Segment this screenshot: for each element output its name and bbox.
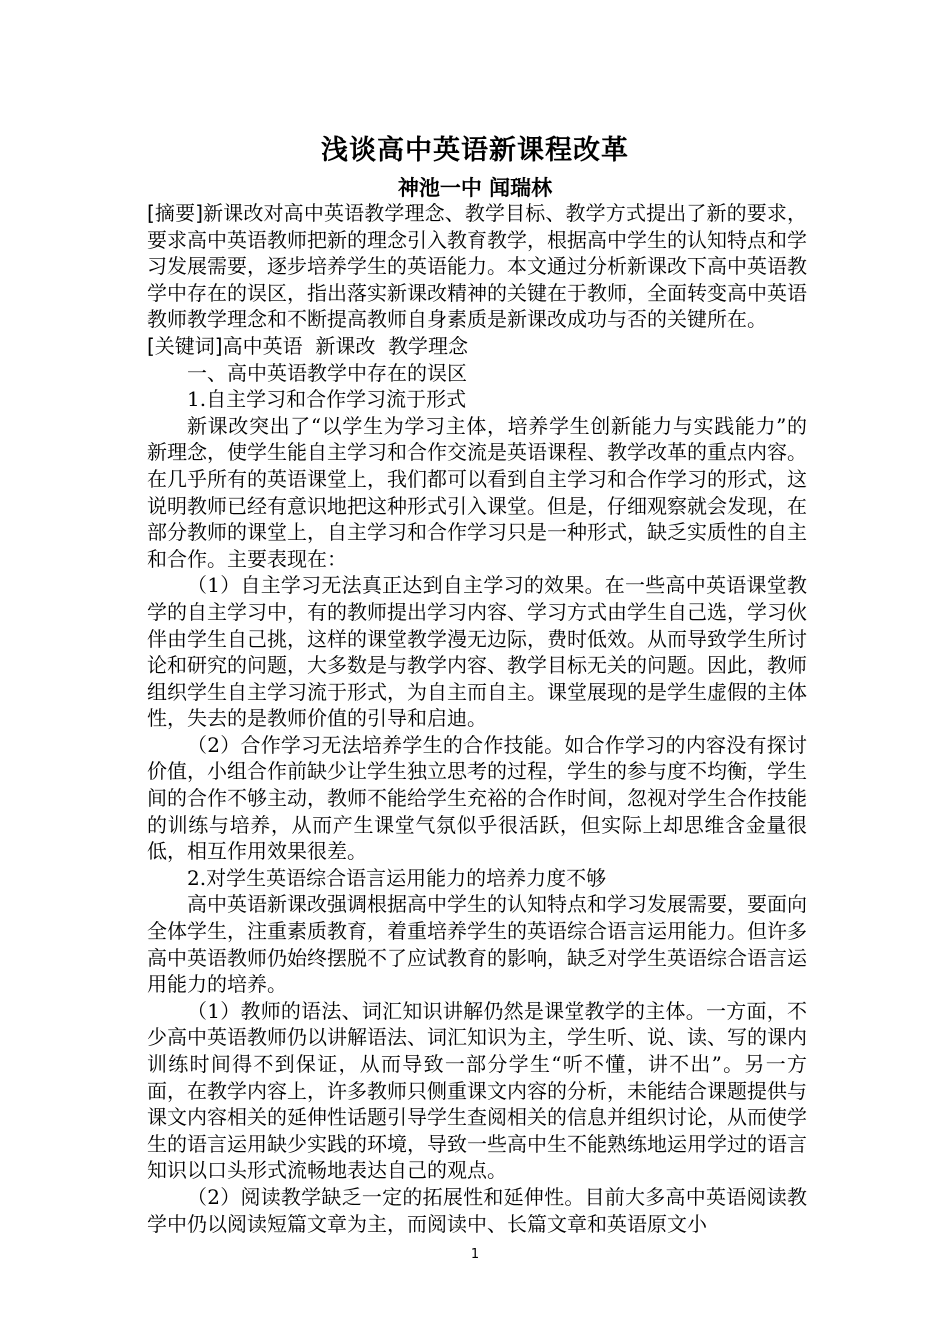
- paragraph-4: 高中英语新课改强调根据高中学生的认知特点和学习发展需要，要面向全体学生，注重素质教育，着重培养学生的英语综合语言运用能力。但许多高中英语教师仍始终摆脱不了应试教育的影响，缺乏对学生英语综合语言运用能力的培养。: [147, 892, 807, 997]
- document-title: 浅谈高中英语新课程改革: [321, 135, 629, 166]
- abstract-label: [摘要]: [147, 201, 204, 225]
- document-author: 神池一中 闻瑞林: [397, 176, 553, 200]
- page-number: 1: [470, 1247, 480, 1262]
- abstract-paragraph: [147, 200, 807, 333]
- paragraph-1: 新课改突出了“以学生为学习主体，培养学生创新能力与实践能力”的新理念，使学生能自主学习和合作交流是英语课程、教学改革的重点内容。在几乎所有的英语课堂上，我们都可以看到自主学习和合作学习的形式，这说明教师已经有意识地把这种形式引入课堂。但是，仔细观察就会发现，在部分教师的课堂上，自主学习和合作学习只是一种形式，缺乏实质性的自主和合作。主要表现在：: [147, 413, 807, 571]
- keywords-paragraph: [147, 333, 807, 360]
- document-body: [147, 200, 807, 1237]
- abstract-text: 新课改对高中英语教学理念、教学目标、教学方式提出了新的要求，要求高中英语教师把新的理念引入教育教学，根据高中学生的认知特点和学习发展需要，逐步培养学生的英语能力。本文通过分析新课改下高中英语教学中存在的误区，指出落实新课改精神的关键在于教师，全面转变高中英语教师教学理念和不断提高教师自身素质是新课改成功与否的关键所在。: [147, 201, 808, 332]
- paragraph-3: （2）合作学习无法培养学生的合作技能。如合作学习的内容没有探讨价值，小组合作前缺少让学生独立思考的过程，学生的参与度不均衡，学生间的合作不够主动，教师不能给学生充裕的合作时间，忽视对学生合作技能的训练与培养，从而产生课堂气氛似乎很活跃，但实际上却思维含金量很低，相互作用效果很差。: [147, 732, 807, 864]
- subsection-heading-1: 1.自主学习和合作学习流于形式: [187, 387, 467, 412]
- keywords-text: 高中英语 新课改 教学理念: [222, 333, 469, 358]
- paragraph-5: （1）教师的语法、词汇知识讲解仍然是课堂教学的主体。一方面，不少高中英语教师仍以讲解语法、词汇知识为主，学生听、说、读、写的课内训练时间得不到保证，从而导致一部分学生“听不懂，讲不出”。另一方面，在教学内容上，许多教师只侧重课文内容的分析，未能结合课题提供与课文内容相关的延伸性话题引导学生查阅相关的信息并组织讨论，从而使学生的语言运用缺少实践的环境，导致一些高中生不能熟练地运用学过的语言知识以口头形式流畅地表达自己的观点。: [147, 998, 807, 1183]
- keywords-label: [关键词]: [147, 333, 223, 358]
- subsection-heading-2: 2.对学生英语综合语言运用能力的培养力度不够: [187, 865, 607, 890]
- section-heading: 一、高中英语教学中存在的误区: [187, 360, 467, 385]
- paragraph-6: （2）阅读教学缺乏一定的拓展性和延伸性。目前大多高中英语阅读教学中仍以阅读短篇文章为主，而阅读中、长篇文章和英语原文小: [147, 1184, 807, 1236]
- paragraph-2: （1）自主学习无法真正达到自主学习的效果。在一些高中英语课堂教学的自主学习中，有的教师提出学习内容、学习方式由学生自己选，学习伙伴由学生自己挑，这样的课堂教学漫无边际，费时低效。从而导致学生所讨论和研究的问题，大多数是与教学内容、教学目标无关的问题。因此，教师组织学生自主学习流于形式，为自主而自主。课堂展现的是学生虚假的主体性，失去的是教师价值的引导和启迪。: [147, 573, 807, 731]
